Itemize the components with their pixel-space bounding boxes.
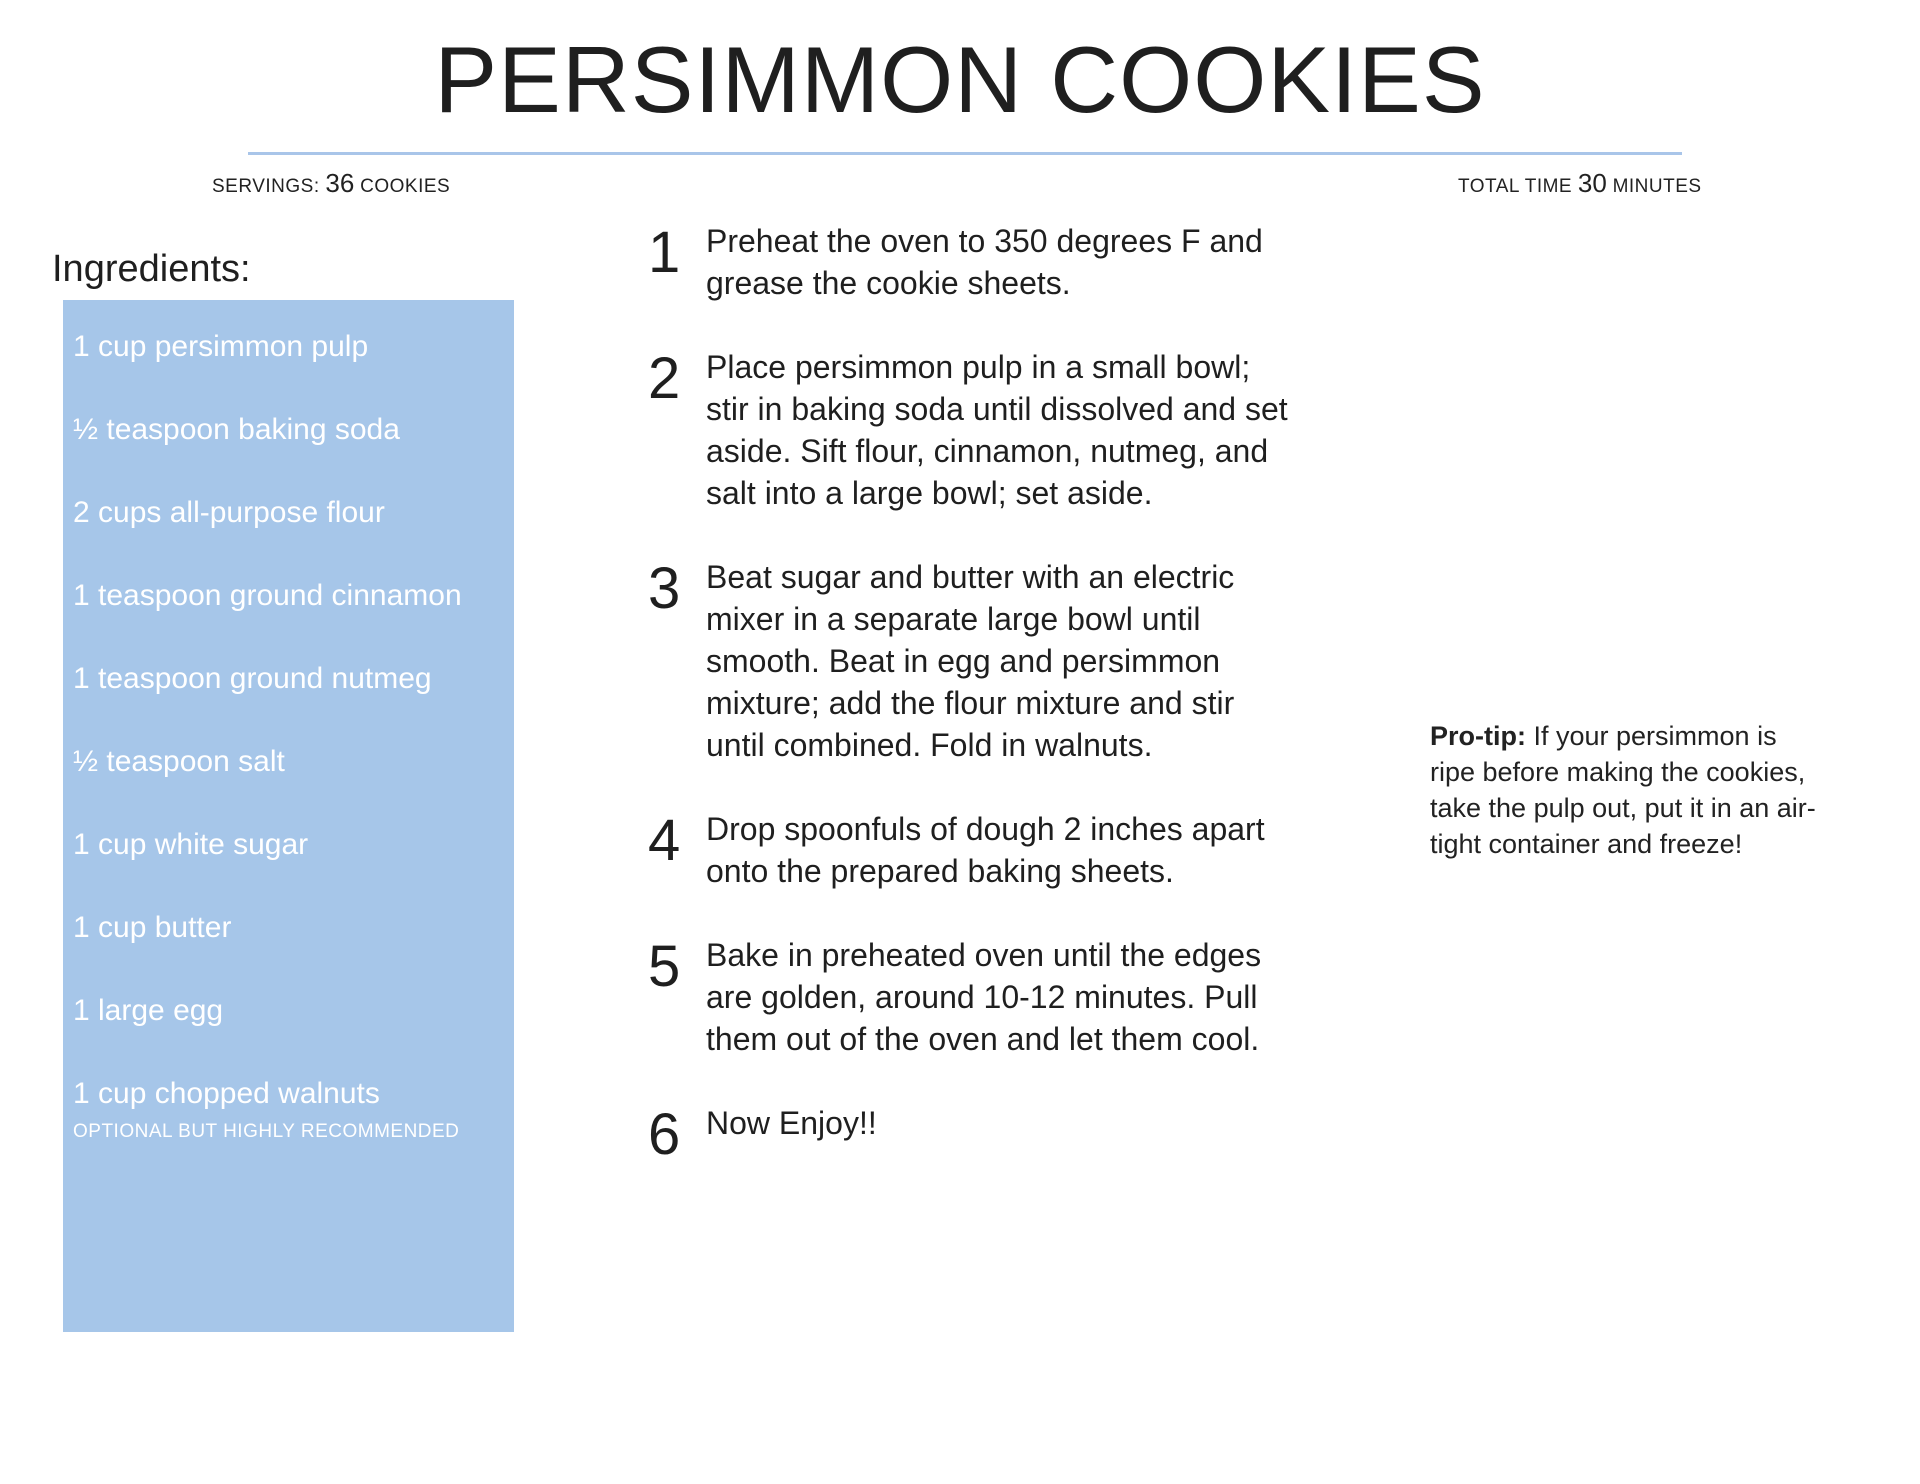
- page-title: PERSIMMON COOKIES: [434, 27, 1486, 132]
- ingredient-item: ½ teaspoon salt: [73, 745, 285, 778]
- step-text: Bake in preheated oven until the edges are golden, around 10-12 minutes. Pull them out of the oven and let them cool.: [706, 937, 1262, 1057]
- time-value: 30: [1577, 168, 1607, 198]
- instruction-step: [648, 934, 1288, 1060]
- ingredient-item-walnuts: [73, 1073, 504, 1143]
- instruction-step: [648, 556, 1288, 766]
- step-text: Drop spoonfuls of dough 2 inches apart onto the prepared baking sheets.: [706, 811, 1265, 889]
- step-text: Beat sugar and butter with an electric mixer in a separate large bowl until smooth. Beat in egg and persimmon mixture; add the flour mixture and stir until combined. Fold in walnuts.: [706, 559, 1235, 763]
- instruction-step: [648, 220, 1288, 304]
- ingredients-panel: [63, 300, 514, 1332]
- ingredient-item: 1 cup persimmon pulp: [73, 330, 369, 363]
- ingredient-item: 1 large egg: [73, 994, 224, 1027]
- instructions-list: [648, 220, 1288, 1167]
- step-number: 3: [648, 556, 681, 621]
- pro-tip-label: Pro-tip:: [1430, 721, 1526, 751]
- step-number: 2: [648, 346, 681, 411]
- servings-unit: COOKIES: [360, 176, 451, 197]
- ingredient-walnuts-label: 1 cup chopped walnuts: [73, 1077, 380, 1110]
- servings-label: SERVINGS:: [212, 176, 320, 197]
- ingredients-heading: Ingredients:: [52, 248, 251, 290]
- time-label: TOTAL TIME: [1458, 176, 1573, 197]
- instruction-step: [648, 346, 1288, 514]
- ingredient-walnuts-note: OPTIONAL BUT HIGHLY RECOMMENDED: [73, 1121, 460, 1142]
- ingredient-item: 1 teaspoon ground cinnamon: [73, 579, 462, 612]
- time-unit: MINUTES: [1612, 176, 1702, 197]
- step-number: 4: [648, 808, 681, 873]
- ingredient-item: 1 teaspoon ground nutmeg: [73, 662, 432, 695]
- pro-tip-text: If your persimmon is ripe before making the cookies, take the pulp out, put it in an air-tight container and freeze!: [1430, 721, 1816, 859]
- ingredient-item: ½ teaspoon baking soda: [73, 413, 400, 446]
- step-text: Preheat the oven to 350 degrees F and grease the cookie sheets.: [706, 223, 1263, 301]
- ingredient-item: 2 cups all-purpose flour: [73, 496, 385, 529]
- step-number: 5: [648, 934, 681, 999]
- ingredient-item: 1 cup butter: [73, 911, 232, 944]
- ingredient-item: 1 cup white sugar: [73, 828, 309, 861]
- instruction-step: [648, 1102, 1288, 1167]
- step-number: 1: [648, 220, 681, 285]
- step-text: Now Enjoy!!: [706, 1105, 877, 1141]
- servings-info: [212, 168, 450, 199]
- title-divider: [248, 152, 1682, 155]
- total-time-info: [1458, 168, 1702, 199]
- step-text: Place persimmon pulp in a small bowl; stir in baking soda until dissolved and set aside. Sift flour, cinnamon, nutmeg, and salt into a large bowl; set aside.: [706, 349, 1288, 511]
- pro-tip-note: [1430, 718, 1820, 862]
- instruction-step: [648, 808, 1288, 892]
- ingredients-list: [63, 300, 514, 1143]
- servings-value: 36: [325, 168, 355, 198]
- step-number: 6: [648, 1102, 681, 1167]
